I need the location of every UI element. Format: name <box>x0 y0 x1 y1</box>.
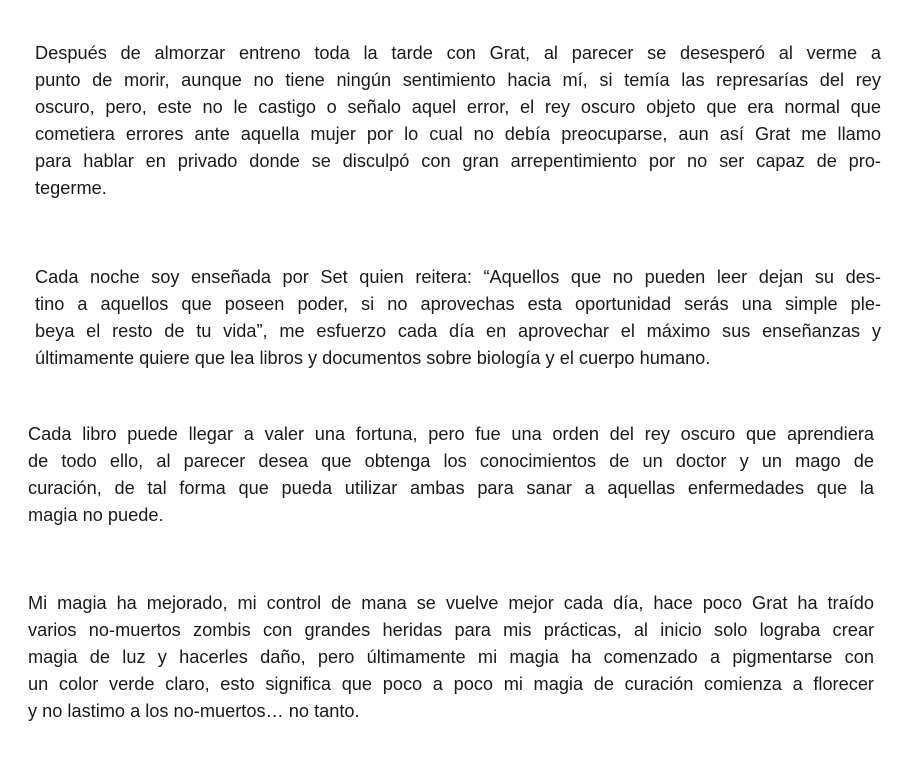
paragraph-3 <box>28 421 874 529</box>
paragraph-line: un color verde claro, esto significa que poco a poco mi magia de curación comienza a florecer <box>28 674 874 694</box>
paragraph-line: curación, de tal forma que pueda utilizar ambas para sanar a aquellas enfermedades que la <box>28 478 874 498</box>
paragraph-line: magia no puede. <box>28 505 164 525</box>
paragraph-line: oscuro, pero, este no le castigo o señalo aquel error, el rey oscuro objeto que era normal que <box>35 97 881 117</box>
paragraph-2 <box>35 264 881 372</box>
paragraph-line: tegerme. <box>35 178 107 198</box>
paragraph-1 <box>35 40 881 202</box>
paragraph-line: beya el resto de tu vida”, me esfuerzo cada día en aprovechar el máximo sus enseñanzas y <box>35 321 881 341</box>
paragraph-line: y no lastimo a los no-muertos… no tanto. <box>28 701 360 721</box>
paragraph-line: Cada noche soy enseñada por Set quien reitera: “Aquellos que no pueden leer dejan su des- <box>35 267 881 287</box>
paragraph-line: Mi magia ha mejorado, mi control de mana se vuelve mejor cada día, hace poco Grat ha traído <box>28 593 874 613</box>
paragraph-line: de todo ello, al parecer desea que obtenga los conocimientos de un doctor y un mago de <box>28 451 874 471</box>
paragraph-line: últimamente quiere que lea libros y documentos sobre biología y el cuerpo humano. <box>35 348 711 368</box>
paragraph-line: tino a aquellos que poseen poder, si no aprovechas esta oportunidad serás una simple ple- <box>35 294 881 314</box>
paragraph-line: Después de almorzar entreno toda la tarde con Grat, al parecer se desesperó al verme a <box>35 43 881 63</box>
paragraph-line: magia de luz y hacerles daño, pero últimamente mi magia ha comenzado a pigmentarse con <box>28 647 874 667</box>
paragraph-4 <box>28 590 874 725</box>
paragraph-line: varios no-muertos zombis con grandes heridas para mis prácticas, al inicio solo lograba crear <box>28 620 874 640</box>
paragraph-line: Cada libro puede llegar a valer una fortuna, pero fue una orden del rey oscuro que aprendiera <box>28 424 874 444</box>
paragraph-line: para hablar en privado donde se disculpó con gran arrepentimiento por no ser capaz de pro- <box>35 151 881 171</box>
paragraph-line: cometiera errores ante aquella mujer por lo cual no debía preocuparse, aun así Grat me llamo <box>35 124 881 144</box>
paragraph-line: punto de morir, aunque no tiene ningún sentimiento hacia mí, si temía las represarías del rey <box>35 70 881 90</box>
